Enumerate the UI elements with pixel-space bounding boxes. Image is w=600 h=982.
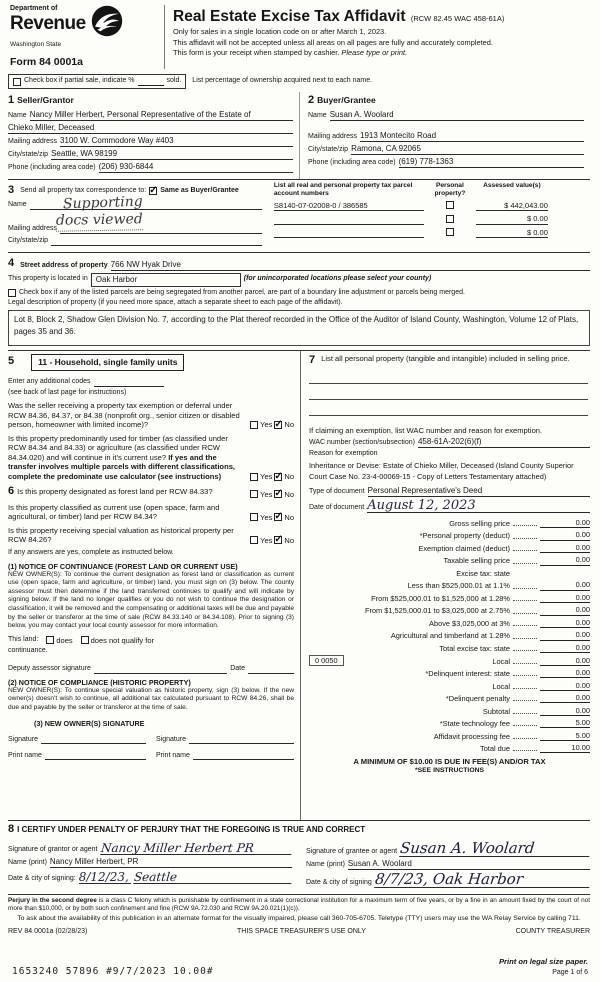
deputy-date-field[interactable] xyxy=(248,664,294,674)
parcel-number-field[interactable]: S8140-07-02008-0 / 386585 xyxy=(274,201,424,211)
parcel-row xyxy=(274,201,590,211)
buyer-mailing-field[interactable]: 1913 Montecito Road xyxy=(360,131,584,142)
tax-row xyxy=(309,730,590,741)
corr-name-label: Name xyxy=(8,201,27,208)
grantee-date-city-label: Date & city of signing xyxy=(306,879,372,886)
receipt-note: This form is your receipt when stamped by cashier. xyxy=(173,47,340,57)
tax-row xyxy=(309,717,590,728)
reason-exemption-field[interactable]: Inheritance or Devise: Estate of Chieko Miller, Deceased (Island County Superior Court Case No. 23-4-00069-15 - Copy of Letters Testamentary attached) xyxy=(309,460,574,482)
tax-row-label: Local xyxy=(492,656,510,666)
grantee-date-city-field[interactable]: 8/7/23, Oak Harbor xyxy=(374,872,591,888)
grantee-signature-label: Signature of grantee or agent xyxy=(306,848,398,855)
grantee-name-print-field[interactable]: Susan A. Woolard xyxy=(348,859,590,870)
additional-codes-field[interactable] xyxy=(94,377,164,387)
tax-row-value: 0.00 xyxy=(540,618,590,628)
dotted-leader xyxy=(513,595,537,601)
tax-row-label: Affidavit processing fee xyxy=(433,731,510,741)
buyer-name-label: Name xyxy=(308,112,327,120)
personal-property-checkbox[interactable] xyxy=(446,215,454,223)
street-address-field[interactable]: 766 NW Hyak Drive xyxy=(111,260,590,271)
section-5-number: 5 xyxy=(8,355,15,368)
tax-row xyxy=(309,592,590,603)
tax-row xyxy=(309,655,590,666)
wac-number-label: WAC number (section/subsection) xyxy=(309,439,415,447)
handwritten-note-line-2: docs viewed xyxy=(56,211,143,231)
dotted-leader xyxy=(513,658,537,664)
partial-sale-box xyxy=(8,74,186,89)
seller-citystate-field[interactable]: Seattle, WA 98199 xyxy=(51,149,293,160)
personal-property-intro: List all personal property (tangible and intangible) included in selling price. xyxy=(321,354,570,363)
seller-phone-label: Phone (including area code) xyxy=(8,164,96,172)
forest-land-question-text: Is this property designated as forest land per RCW 84.33? xyxy=(17,487,213,497)
dotted-leader xyxy=(513,670,537,676)
agency-block xyxy=(8,5,156,69)
current-use-question xyxy=(8,503,294,522)
dotted-leader xyxy=(513,708,537,714)
section-2-title: Buyer/Grantee xyxy=(317,95,376,106)
revenue-logo-icon xyxy=(91,5,123,40)
form-number: Form 84 0001a xyxy=(10,56,83,69)
forest-no-checkbox[interactable] xyxy=(274,490,282,498)
section-6-number: 6 xyxy=(8,485,15,498)
tax-row-value: 0.00 xyxy=(540,543,590,553)
section-1-title: Seller/Grantor xyxy=(17,95,74,106)
this-land-label: This land: xyxy=(8,635,39,643)
perjury-lead: Perjury in the second degree xyxy=(8,896,97,904)
grantor-signature-block xyxy=(8,839,292,890)
land-use-code-field[interactable]: 11 - Household, single family units xyxy=(31,354,184,371)
forest-yes-checkbox[interactable] xyxy=(250,490,258,498)
form-title-rcw: (RCW 82.45 WAC 458-61A) xyxy=(410,14,505,23)
no-label: No xyxy=(284,489,294,499)
exemption-yes-checkbox[interactable] xyxy=(250,421,258,429)
buyer-phone-field[interactable]: (619) 778-1363 xyxy=(399,157,584,168)
partial-sale-row xyxy=(8,74,590,89)
corr-citystate-label: City/state/zip xyxy=(8,237,49,244)
section-3 xyxy=(8,180,590,253)
buyer-citystate-label: City/state/zip xyxy=(308,146,349,154)
tax-row xyxy=(309,692,590,703)
section-4 xyxy=(8,253,590,351)
notice-compliance-title: (2) NOTICE OF COMPLIANCE (HISTORIC PROPERTY) xyxy=(8,677,191,687)
section-2-buyer xyxy=(299,92,590,179)
grantor-signature-field[interactable]: Nancy Miller Herbert PR xyxy=(100,841,293,855)
tax-correspondence-block xyxy=(8,182,270,248)
exemption-deferral-text: Was the seller receiving a property tax exemption or deferral under RCW 84.36, 84.37, or 84.38 (nonprofit org., senior citizen or disabled person, homeowner with limited income)? xyxy=(8,401,240,430)
tax-row-label: *Delinquent penalty xyxy=(445,694,510,704)
buyer-mailing-label: Mailing address xyxy=(308,133,358,141)
tax-row xyxy=(309,580,590,591)
personal-property-checkbox[interactable] xyxy=(446,201,454,209)
tax-row xyxy=(309,705,590,716)
wac-number-field[interactable]: 458-61A-202(6)(f) xyxy=(418,437,590,448)
owner-signature-label: Signature xyxy=(8,735,38,743)
section-1-seller xyxy=(8,92,299,179)
dotted-leader xyxy=(513,620,537,626)
print-footer xyxy=(12,957,588,978)
header xyxy=(8,5,590,72)
tax-row-label: Gross selling price xyxy=(449,518,510,528)
title-block xyxy=(164,5,590,69)
parcel-row xyxy=(274,214,590,224)
tax-row-value: 0.00 xyxy=(540,706,590,716)
rev-form-code: REV 84 0001a (02/28/23) xyxy=(8,927,88,935)
dotted-leader xyxy=(513,558,537,564)
tax-row-label: From $1,525,000.01 to $3,025,000 at 2.75% xyxy=(364,606,510,616)
dotted-leader xyxy=(513,608,537,614)
located-in-label: This property is located in xyxy=(8,275,88,283)
grantee-signature-block xyxy=(306,839,590,890)
new-owner-signature-title: (3) NEW OWNER(S) SIGNATURE xyxy=(34,719,145,729)
additional-codes-label: Enter any additional codes xyxy=(8,377,91,385)
tax-row-value: 0.00 xyxy=(540,630,590,640)
historic-yes-checkbox[interactable] xyxy=(250,536,258,544)
certify-statement: I CERTIFY UNDER PENALTY OF PERJURY THAT THE FOREGOING IS TRUE AND CORRECT xyxy=(17,825,366,834)
dotted-leader xyxy=(513,745,537,751)
tax-row-label: *Delinquent interest: state xyxy=(425,669,510,679)
seller-mailing-field[interactable]: 3100 W. Commodore Way #403 xyxy=(60,136,293,147)
tax-row-value: 0.00 xyxy=(540,693,590,703)
assessed-value-field[interactable]: $ 0.00 xyxy=(476,228,548,238)
current-use-text: Is this property classified as current use (open space, farm and agricultural, or timber) land per RCW 84.34? xyxy=(8,503,220,522)
reason-exemption-label: Reason for exemption xyxy=(309,450,378,458)
does-not-qualify-checkbox[interactable] xyxy=(81,636,89,644)
current-use-yes-checkbox[interactable] xyxy=(250,513,258,521)
same-as-buyer-checkbox[interactable] xyxy=(149,187,157,195)
local-location-code: 0 0050 xyxy=(309,655,344,666)
treasurer-use-label: THIS SPACE TREASURER'S USE ONLY xyxy=(237,927,366,935)
forest-land-text xyxy=(8,485,246,499)
no-label: No xyxy=(284,535,294,545)
if-yes-note: If any answers are yes, complete as instructed below. xyxy=(8,548,174,556)
dotted-leader xyxy=(513,645,537,651)
parcel-number-field[interactable] xyxy=(274,228,424,238)
seller-name-label: Name xyxy=(8,112,27,120)
tax-row xyxy=(309,742,590,753)
owner-signature-field-2[interactable] xyxy=(189,734,294,744)
type-of-document-label: Type of document xyxy=(309,488,365,496)
corr-mailing-label: Mailing address xyxy=(8,225,58,232)
tax-row xyxy=(309,530,590,541)
owner-print-name-field-1[interactable] xyxy=(45,750,146,760)
tax-row xyxy=(309,567,590,578)
tax-row-value: 0.00 xyxy=(540,656,590,666)
header-note-2: This affidavit will not be accepted unless all areas on all pages are fully and accurately completed. xyxy=(173,37,493,47)
exemption-deferral-question xyxy=(8,401,294,429)
new-owner-print-row xyxy=(8,750,294,760)
grantee-name-print-label: Name (print) xyxy=(306,861,345,868)
dotted-leader xyxy=(513,545,537,551)
seller-name-field-2[interactable]: Chieko Miller, Deceased xyxy=(8,123,293,134)
tax-row-value: 5.00 xyxy=(540,718,590,728)
exemption-no-checkbox[interactable] xyxy=(274,421,282,429)
owner-print-name-field-2[interactable] xyxy=(193,750,294,760)
cashier-stamp: 1653240 57896 #9/7/2023 10.00# xyxy=(12,966,214,978)
grantee-signature-field[interactable]: Susan A. Woolard xyxy=(399,841,591,857)
additional-codes-note: (see back of last page for instructions) xyxy=(8,388,127,396)
dotted-leader xyxy=(513,683,537,689)
tax-row-label: Excise tax: state xyxy=(456,568,510,578)
deputy-assessor-signature-field[interactable] xyxy=(94,664,227,674)
type-or-print-note: Please type or print. xyxy=(341,47,408,57)
tax-row xyxy=(309,517,590,528)
header-note-3 xyxy=(173,48,590,57)
grantor-name-print-label: Name (print) xyxy=(8,859,47,866)
tax-row-label: Exemption claimed (deduct) xyxy=(418,543,510,553)
same-as-buyer-label: Same as Buyer/Grantee xyxy=(160,186,239,194)
tax-row-value: 0.00 xyxy=(540,555,590,565)
section-2-number: 2 xyxy=(308,94,315,107)
parcel-row xyxy=(274,228,590,238)
parcel-numbers-header: List all real and personal property tax parcel account numbers xyxy=(273,182,413,197)
tax-row-label: Subtotal xyxy=(482,706,510,716)
tax-row-label: Above $3,025,000 at 3% xyxy=(429,618,510,628)
dotted-leader xyxy=(513,533,537,539)
corr-citystate-field[interactable] xyxy=(51,236,262,246)
does-label: does xyxy=(56,635,73,645)
partial-sold-label: sold. xyxy=(166,77,182,85)
county-treasurer-label: COUNTY TREASURER xyxy=(515,927,590,935)
tax-row-label: *Personal property (deduct) xyxy=(419,531,510,541)
timber-question-bold: If yes and the transfer involves multiple parcels with different classifications, complete the predominate use calculator (see instructions) xyxy=(8,452,236,481)
tax-row-value: 0.00 xyxy=(540,593,590,603)
section-7-number: 7 xyxy=(309,354,316,366)
deputy-assessor-label: Deputy assessor signature xyxy=(8,665,91,672)
grantor-date-city-label: Date & city of signing: xyxy=(8,875,76,882)
tax-row xyxy=(309,542,590,553)
no-label: No xyxy=(284,512,294,522)
notice-continuance-body: NEW OWNER(S): To continue the current designation as forest land or classification as current use (open space, farm and agriculture, or timber) land, you must sign on (3) below. The county assessor must then determine if the land transferred continues to qualify and will indicate by signing below. If the land no longer qualifies or you do not wish to continue the designation or classification, it will be removed and the compensating or additional taxes will be due and payable by the seller or transferor at the time of sale (RCW 84.33.140 or 84.34.108). Prior to signing (3) below, you may contact your local county assessor for more information. xyxy=(8,570,294,630)
sections-5-6 xyxy=(8,351,300,820)
revenue-wordmark: Revenue xyxy=(10,12,86,34)
tax-row xyxy=(309,667,590,678)
timber-no-checkbox[interactable] xyxy=(274,473,282,481)
assessed-value-field[interactable]: $ 0.00 xyxy=(476,214,548,224)
tax-row-label: Less than $525,000.01 at 1.1% xyxy=(407,581,510,591)
does-qualify-checkbox[interactable] xyxy=(46,636,54,644)
yes-label: Yes xyxy=(260,535,273,545)
partial-sale-checkbox[interactable] xyxy=(13,78,21,86)
washington-state-label: Washington State xyxy=(10,41,62,48)
historic-property-text: Is this property receiving special valuation as historical property per RCW 84.26? xyxy=(8,525,234,545)
does-not-label: does not qualify for xyxy=(90,635,154,645)
grantor-city-field[interactable]: Seattle xyxy=(133,870,293,884)
footer xyxy=(8,897,590,937)
new-owner-signature-row xyxy=(8,734,294,744)
parcel-table xyxy=(270,182,590,248)
partial-percent-field[interactable] xyxy=(138,77,164,86)
assessed-value-field[interactable]: $ 442,043.00 xyxy=(476,201,548,211)
seller-mailing-label: Mailing address xyxy=(8,138,58,146)
perjury-statement xyxy=(8,897,590,914)
timber-yes-checkbox[interactable] xyxy=(250,473,258,481)
tax-row xyxy=(309,617,590,628)
tax-row-value: 0.00 xyxy=(540,530,590,540)
timber-question-main: Is this property predominantly used for timber (as classified under RCW 84.34 and 84.33) or agriculture (as classified under RCW 84.34.020) and will continue in it's current use? xyxy=(8,433,228,462)
section-1-number: 1 xyxy=(8,94,15,107)
street-address-label: Street address of property xyxy=(20,261,108,269)
grantor-date-field[interactable]: 8/12/23, xyxy=(78,869,129,884)
yes-label: Yes xyxy=(260,471,273,481)
dotted-leader xyxy=(513,583,537,589)
personal-property-header: Personal property? xyxy=(434,182,466,197)
seller-name-field[interactable]: Nancy Miller Herbert, Personal Representative of the Estate of xyxy=(30,110,293,121)
tax-row-value: 0.00 xyxy=(540,580,590,590)
unincorporated-note: (for unincorporated locations please select your county) xyxy=(243,275,432,283)
yes-label: Yes xyxy=(260,489,273,499)
handwritten-note-line-1: Supporting xyxy=(62,193,143,213)
ownership-note: List percentage of ownership acquired next to each name. xyxy=(192,77,373,85)
date-of-document-label: Date of document xyxy=(309,504,365,512)
personal-property-line[interactable] xyxy=(309,404,588,416)
tax-row-value: 0.00 xyxy=(540,643,590,653)
tax-row-label: Total due xyxy=(480,744,510,754)
owner-signature-field-1[interactable] xyxy=(41,734,146,744)
yes-label: Yes xyxy=(260,512,273,522)
dotted-leader xyxy=(513,733,537,739)
parcel-number-field[interactable] xyxy=(274,215,424,225)
tax-row-label: Agricultural and timberland at 1.28% xyxy=(390,631,510,641)
historic-property-question xyxy=(8,526,294,545)
dotted-leader xyxy=(513,633,537,639)
main-columns xyxy=(8,351,590,821)
date-of-document-field[interactable]: August 12, 2023 xyxy=(367,499,590,513)
section-3-number: 3 xyxy=(8,184,15,196)
personal-property-checkbox[interactable] xyxy=(446,228,454,236)
current-use-no-checkbox[interactable] xyxy=(274,513,282,521)
tax-row xyxy=(309,680,590,691)
location-select[interactable]: Oak Harbor xyxy=(91,273,241,287)
seller-phone-field[interactable]: (206) 930-6844 xyxy=(99,162,293,173)
section-8-number: 8 xyxy=(8,823,15,835)
tax-row xyxy=(309,642,590,653)
legal-description-field[interactable]: Lot 8, Block 2, Shadow Glen Division No. 7, according to the Plat thereof recorded in the Office of the Auditor of Island County, Washington, Volume 12 of Plats, pages 35 and 36. xyxy=(8,310,590,346)
tax-row xyxy=(309,555,590,566)
exemption-intro: If claiming an exemption, list WAC number and reason for exemption. xyxy=(309,425,543,435)
yes-label: Yes xyxy=(260,420,273,430)
type-of-document-field[interactable]: Personal Representative's Deed xyxy=(368,486,590,497)
header-note-1: Only for sales in a single location code on or after March 1, 2023. xyxy=(173,27,387,37)
segregated-checkbox[interactable] xyxy=(8,289,16,297)
section-7 xyxy=(300,351,590,820)
tax-row-label: *State technology fee xyxy=(439,719,510,729)
grantor-name-print-field[interactable]: Nancy Miller Herbert, PR xyxy=(50,857,292,868)
section-4-number: 4 xyxy=(8,256,15,269)
tax-row-value: 0.00 xyxy=(540,518,590,528)
see-instructions-note: *SEE INSTRUCTIONS xyxy=(414,766,485,774)
department-of-label: Department of xyxy=(10,5,58,12)
tax-row-value: 0.00 xyxy=(540,681,590,691)
section-8 xyxy=(8,821,590,895)
tax-row-value: 0.00 xyxy=(540,605,590,615)
personal-property-line[interactable] xyxy=(309,372,588,384)
no-label: No xyxy=(284,420,294,430)
historic-no-checkbox[interactable] xyxy=(274,536,282,544)
personal-property-line[interactable] xyxy=(309,388,588,400)
timber-agriculture-question xyxy=(8,434,294,481)
owner-print-name-label: Print name xyxy=(8,751,42,759)
notice-continuance-title: (1) NOTICE OF CONTINUANCE (FOREST LAND OR CURRENT USE) xyxy=(8,561,238,571)
tax-row-value: 10.00 xyxy=(540,743,590,753)
dotted-leader xyxy=(513,695,537,701)
assessed-value-header: Assessed value(s) xyxy=(483,182,541,189)
notice-compliance-body: NEW OWNER(S): To continue special valuation as historic property, sign (3) below. If the new owner(s) doesn't wish to continue, all additional tax calculated pursuant to RCW 84.26, shall be due and payable by the seller or transferor at the time of sale. xyxy=(8,686,294,711)
send-correspondence-label: Send all property tax correspondence to: xyxy=(20,186,147,194)
continuance-label: continuance. xyxy=(8,647,48,654)
owner-print-name-label: Print name xyxy=(156,751,190,759)
buyer-name-field[interactable]: Susan A. Woolard xyxy=(330,110,584,121)
minimum-due-note: A MINIMUM OF $10.00 IS DUE IN FEE(S) AND/OR TAX xyxy=(353,757,546,767)
timber-agriculture-text xyxy=(8,434,246,481)
page-number: Page 1 of 6 xyxy=(552,969,588,977)
tax-row xyxy=(309,630,590,641)
deputy-date-label: Date xyxy=(230,665,245,672)
legal-description-label: Legal description of property (if you need more space, attach a separate sheet to each page of the affidavit). xyxy=(8,299,343,307)
tax-row-label: Taxable selling price xyxy=(443,556,510,566)
forest-land-question xyxy=(8,485,294,499)
tax-row-label: Local xyxy=(492,681,510,691)
buyer-phone-label: Phone (including area code) xyxy=(308,159,396,167)
tax-row xyxy=(309,605,590,616)
no-label: No xyxy=(284,471,294,481)
tax-row-value: 5.00 xyxy=(540,731,590,741)
partial-sale-label: Check box if partial sale, indicate % xyxy=(24,77,135,85)
dotted-leader xyxy=(513,570,537,576)
perjury-rest: is a class C felony which is punishable by confinement in a state correctional institution for a maximum term of five years, or by a fine in an amount fixed by the court of not more than $10,000, or by both such confinement and fine (RCW 9A.72.030 and RCW 9A.20.021(1)(c)). xyxy=(8,896,590,913)
tax-row-label: From $525,000.01 to $1,525,000 at 1.28% xyxy=(371,593,510,603)
tax-row-value: 0.00 xyxy=(540,668,590,678)
seller-buyer-sections xyxy=(8,92,590,180)
segregated-label: Check box if any of the listed parcels are being segregated from another parcel, are part of a boundary line adjustment or parcels being merged. xyxy=(19,288,465,296)
seller-citystate-label: City/state/zip xyxy=(8,151,49,159)
legal-size-note: Print on legal size paper. xyxy=(498,957,588,967)
tax-row-label: Total excise tax: state xyxy=(439,643,510,653)
dotted-leader xyxy=(513,520,537,526)
form-title: Real Estate Excise Tax Affidavit xyxy=(173,8,406,25)
buyer-citystate-field[interactable]: Ramona, CA 92065 xyxy=(351,144,584,155)
grantor-signature-label: Signature of grantor or agent xyxy=(8,846,98,853)
alternate-format-note: To ask about the availability of this publication in an alternate format for the visually impaired, please call 360-705-6705. Teletype (TTY) users may use the WA Relay Service by calling 711. xyxy=(17,915,581,923)
dotted-leader xyxy=(513,720,537,726)
owner-signature-label: Signature xyxy=(156,735,186,743)
